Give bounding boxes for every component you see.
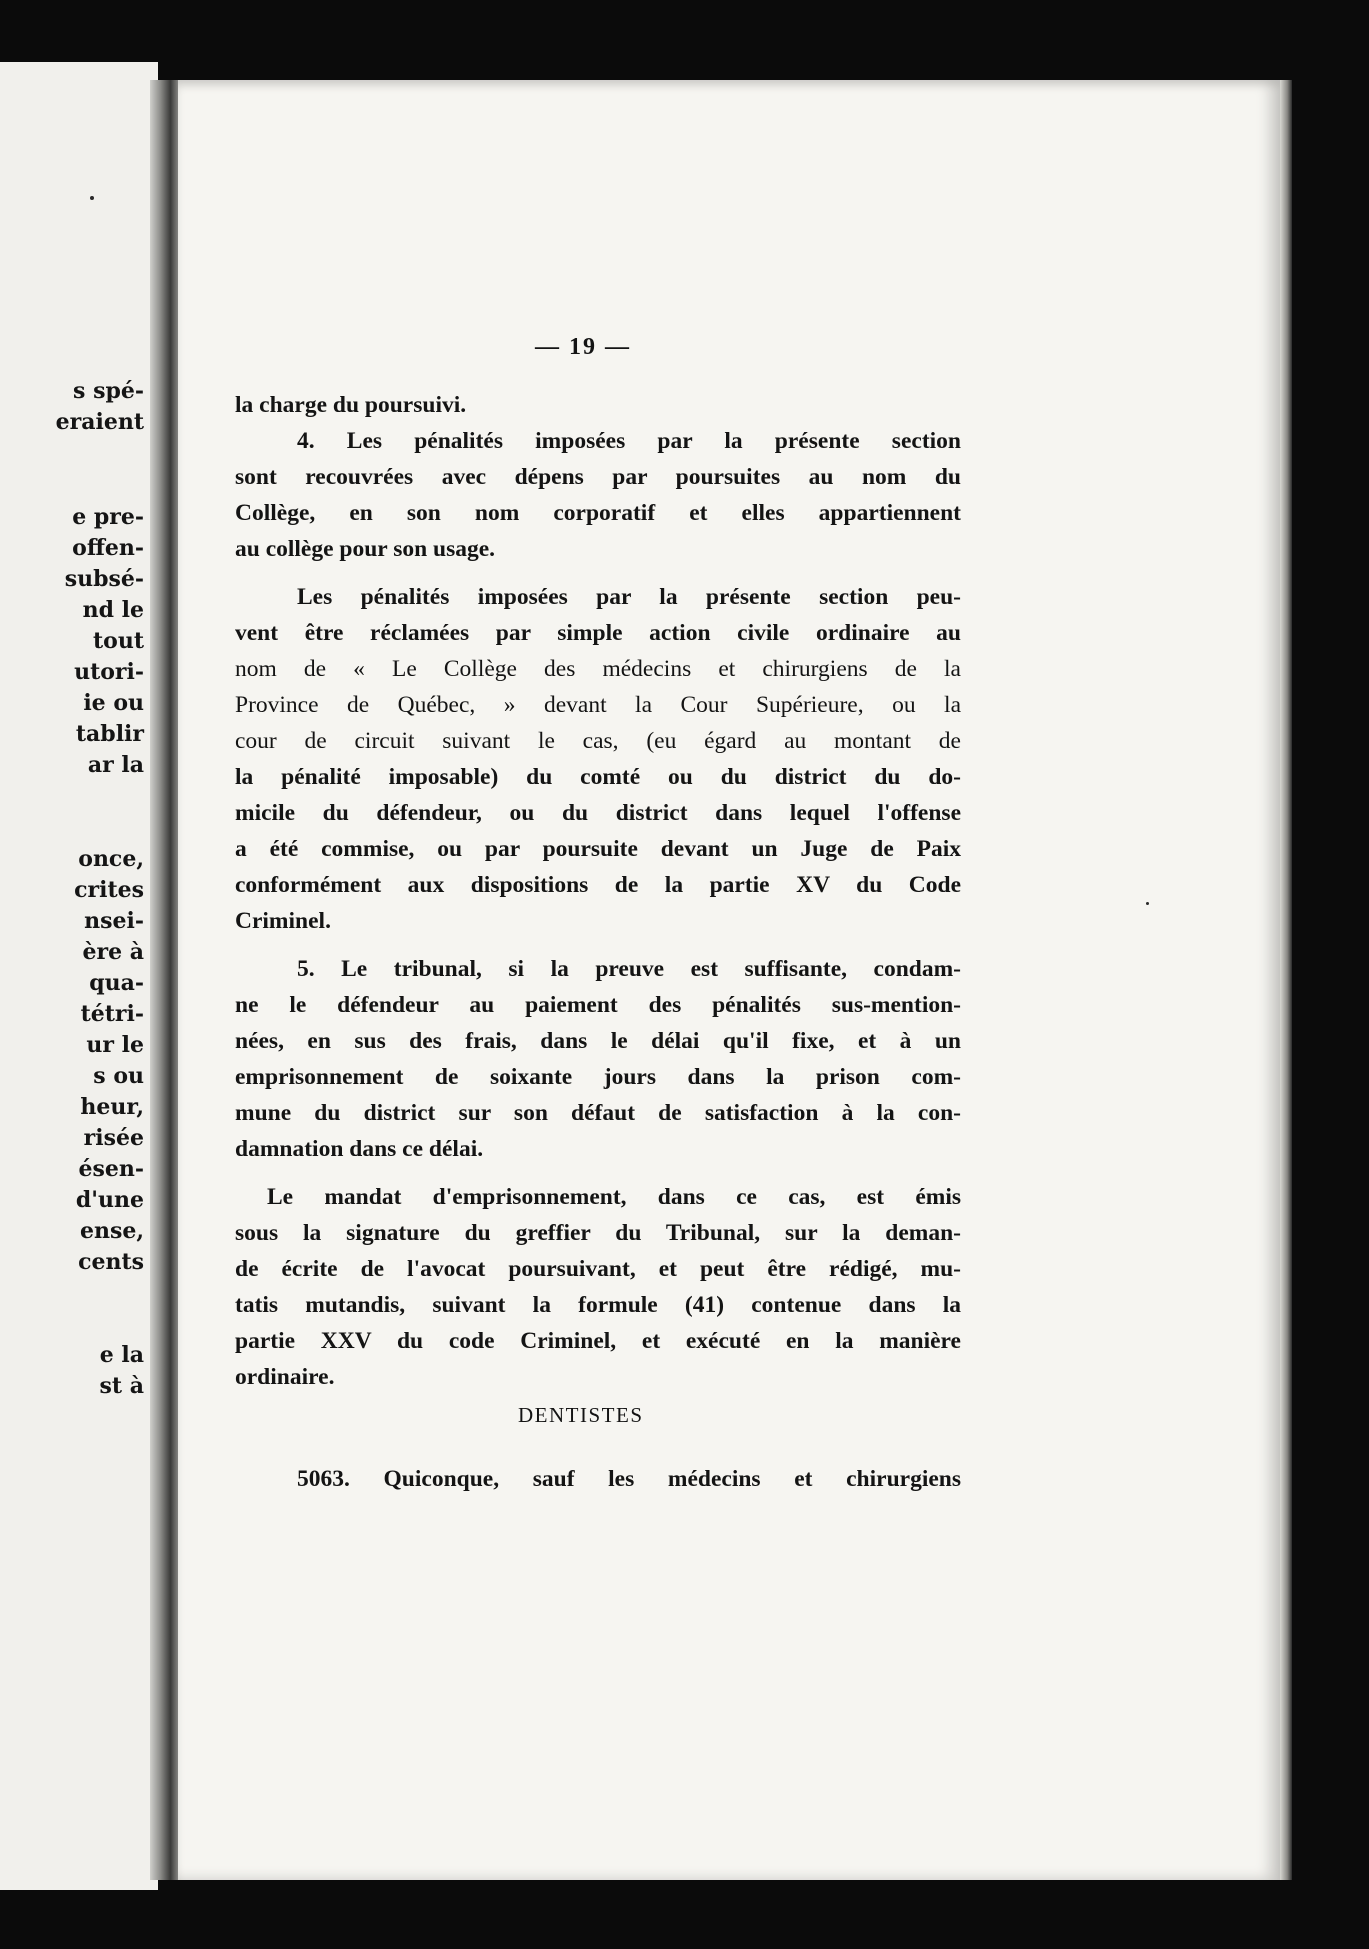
text-line: micile du défendeur, ou du district dans lequel l'offense — [235, 800, 961, 826]
text-line: mune du district sur son défaut de satisfaction à la con- — [235, 1100, 961, 1126]
text-line: damnation dans ce délai. — [235, 1136, 484, 1162]
text-line: de écrite de l'avocat poursuivant, et peut être rédigé, mu- — [235, 1256, 961, 1282]
left-fragment-line: ère à — [82, 939, 144, 965]
text-line: la charge du poursuivi. — [235, 392, 467, 418]
text-line: a été commise, ou par poursuite devant un Juge de Paix — [235, 836, 961, 862]
left-fragment-line: tout — [93, 628, 144, 654]
left-fragment-line: ie ou — [83, 690, 144, 716]
left-fragment-line: e la — [99, 1342, 144, 1368]
left-fragment-line: st à — [99, 1373, 144, 1399]
text-line: ordinaire. — [235, 1364, 335, 1390]
left-fragment-line: once, — [78, 846, 144, 872]
text-line: conformément aux dispositions de la partie XV du Code — [235, 872, 961, 898]
left-fragment-line: ense, — [79, 1218, 144, 1244]
left-fragment-line: ésen- — [78, 1156, 144, 1182]
left-fragment-line: ur le — [86, 1032, 144, 1058]
left-fragment-line: d'une — [75, 1187, 144, 1213]
left-fragment-line: offen- — [72, 535, 144, 561]
left-fragment-line: cents — [78, 1249, 144, 1275]
left-fragment-line: tablir — [75, 721, 144, 747]
text-line: ne le défendeur au paiement des pénalités sus-mention- — [235, 992, 961, 1018]
left-fragment-line: s spé- — [73, 378, 144, 404]
text-line: 5. Le tribunal, si la preuve est suffisante, condam- — [297, 956, 961, 982]
left-fragment-line: crites — [74, 877, 144, 903]
section-heading: DENTISTES — [518, 1403, 644, 1427]
left-fragment-line: e pre- — [72, 504, 144, 530]
left-fragment-line: qua- — [89, 970, 144, 996]
text-line: Criminel. — [235, 908, 331, 934]
text-line: emprisonnement de soixante jours dans la prison com- — [235, 1064, 961, 1090]
scan-speck — [1146, 902, 1149, 905]
left-fragment-line: ar la — [87, 752, 144, 778]
text-line: sont recouvrées avec dépens par poursuites au nom du — [235, 464, 961, 490]
text-line: cour de circuit suivant le cas, (eu égard au montant de — [235, 728, 961, 754]
left-fragment-line: nd le — [82, 597, 144, 623]
left-fragment-line: heur, — [80, 1094, 144, 1120]
text-line: nom de « Le Collège des médecins et chirurgiens de la — [235, 656, 961, 682]
text-line: vent être réclamées par simple action civile ordinaire au — [235, 620, 961, 646]
left-fragment-line: subsé- — [64, 566, 144, 592]
text-line: Le mandat d'emprisonnement, dans ce cas, est émis — [267, 1184, 961, 1210]
left-fragment-line: nsei- — [84, 908, 144, 934]
left-fragment-line: tétri- — [80, 1001, 144, 1027]
text-line: Province de Québec, » devant la Cour Supérieure, ou la — [235, 692, 961, 718]
page-number: — 19 — — [535, 334, 631, 360]
text-line: sous la signature du greffier du Tribunal, sur la deman- — [235, 1220, 961, 1246]
text-line: Collège, en son nom corporatif et elles appartiennent — [235, 500, 961, 526]
previous-page-fragment — [0, 62, 158, 1890]
left-fragment-line: eraient — [55, 409, 144, 435]
left-fragment-line: risée — [83, 1125, 144, 1151]
scan-speck — [90, 196, 94, 200]
page-edge — [1280, 80, 1292, 1880]
left-fragment-line: utori- — [74, 659, 144, 685]
text-line: Les pénalités imposées par la présente section peu- — [297, 584, 961, 610]
left-fragment-line: s ou — [93, 1063, 144, 1089]
text-line: au collège pour son usage. — [235, 536, 496, 562]
text-line: partie XXV du code Criminel, et exécuté en la manière — [235, 1328, 961, 1354]
text-line: 5063. Quiconque, sauf les médecins et chirurgiens — [297, 1466, 961, 1492]
text-line: 4. Les pénalités imposées par la présente section — [297, 428, 961, 454]
text-line: nées, en sus des frais, dans le délai qu'il fixe, et à un — [235, 1028, 961, 1054]
text-line: tatis mutandis, suivant la formule (41) contenue dans la — [235, 1292, 961, 1318]
text-line: la pénalité imposable) du comté ou du district du do- — [235, 764, 961, 790]
